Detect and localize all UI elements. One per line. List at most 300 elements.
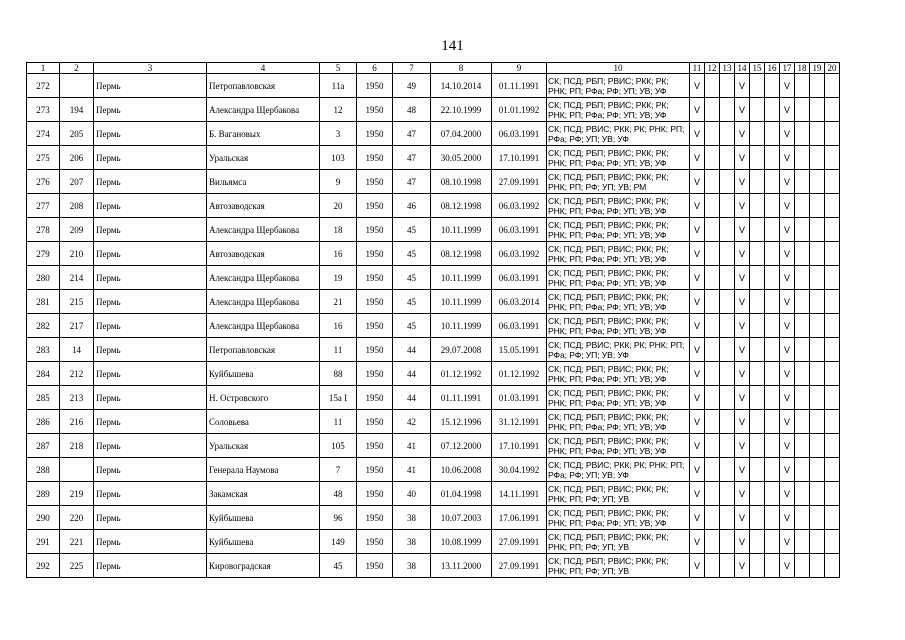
mark-cell (705, 530, 720, 554)
mark-cell (720, 218, 735, 242)
mark-cell (705, 458, 720, 482)
build-year-cell: 1950 (357, 290, 393, 314)
mark-cell (750, 482, 765, 506)
mark-cell: V (780, 458, 795, 482)
table-row (27, 74, 840, 98)
wear-percent-cell: 44 (393, 338, 431, 362)
mark-cell (750, 218, 765, 242)
date-cell: 07.04.2000 (431, 122, 492, 146)
house-number-cell: 3 (320, 122, 357, 146)
table-row (27, 338, 840, 362)
mark-cell: V (690, 74, 705, 98)
house-number-cell: 103 (320, 146, 357, 170)
old-number: 220 (60, 506, 94, 530)
mark-cell (750, 434, 765, 458)
date-cell: 14.11.1991 (492, 482, 547, 506)
mark-cell (810, 194, 825, 218)
mark-cell: V (735, 386, 750, 410)
mark-cell (810, 266, 825, 290)
services-cell: СК; ПСД; РВИС; РКК; РК; РНК; РП; РФа; РФ; УП; УВ; УФ (547, 458, 690, 482)
old-number: 210 (60, 242, 94, 266)
mark-cell: V (735, 74, 750, 98)
city-cell: Пермь (94, 170, 207, 194)
mark-cell (765, 218, 780, 242)
city-cell: Пермь (94, 458, 207, 482)
row-number: 282 (27, 314, 60, 338)
mark-cell (720, 194, 735, 218)
mark-cell: V (735, 290, 750, 314)
mark-cell: V (735, 434, 750, 458)
wear-percent-cell: 45 (393, 218, 431, 242)
mark-cell: V (735, 266, 750, 290)
mark-cell (795, 506, 810, 530)
mark-cell (765, 386, 780, 410)
mark-cell (825, 362, 840, 386)
row-number: 292 (27, 554, 60, 578)
house-number-cell: 45 (320, 554, 357, 578)
mark-cell (810, 386, 825, 410)
table-row (27, 98, 840, 122)
mark-cell: V (690, 530, 705, 554)
wear-percent-cell: 41 (393, 458, 431, 482)
column-header: 10 (547, 63, 690, 74)
mark-cell (765, 170, 780, 194)
row-number: 278 (27, 218, 60, 242)
row-number: 283 (27, 338, 60, 362)
old-number (60, 74, 94, 98)
city-cell: Пермь (94, 530, 207, 554)
street-cell: Петропавловская (207, 74, 320, 98)
date-cell: 10.11.1999 (431, 266, 492, 290)
mark-cell (765, 146, 780, 170)
mark-cell (720, 554, 735, 578)
build-year-cell: 1950 (357, 410, 393, 434)
mark-cell (765, 242, 780, 266)
build-year-cell: 1950 (357, 266, 393, 290)
old-number: 218 (60, 434, 94, 458)
house-number-cell: 21 (320, 290, 357, 314)
wear-percent-cell: 41 (393, 434, 431, 458)
street-cell: Кировоградская (207, 554, 320, 578)
mark-cell (750, 74, 765, 98)
street-cell: Генерала Наумова (207, 458, 320, 482)
row-number: 287 (27, 434, 60, 458)
services-cell: СК; ПСД; РБП; РВИС; РКК; РК; РНК; РП; РФа; РФ; УП; УВ; УФ (547, 218, 690, 242)
mark-cell: V (690, 266, 705, 290)
mark-cell: V (780, 386, 795, 410)
row-number: 272 (27, 74, 60, 98)
wear-percent-cell: 44 (393, 362, 431, 386)
old-number (60, 458, 94, 482)
mark-cell (720, 146, 735, 170)
table-row (27, 410, 840, 434)
mark-cell: V (690, 338, 705, 362)
mark-cell: V (690, 506, 705, 530)
row-number: 290 (27, 506, 60, 530)
mark-cell (795, 242, 810, 266)
build-year-cell: 1950 (357, 146, 393, 170)
street-cell: Александра Щербакова (207, 290, 320, 314)
mark-cell: V (735, 122, 750, 146)
city-cell: Пермь (94, 338, 207, 362)
services-cell: СК; ПСД; РБП; РВИС; РКК; РК; РНК; РП; РФа; РФ; УП; УВ; УФ (547, 242, 690, 266)
mark-cell: V (735, 506, 750, 530)
city-cell: Пермь (94, 434, 207, 458)
mark-cell (720, 74, 735, 98)
services-cell: СК; ПСД; РВИС; РКК; РК; РНК; РП; РФа; РФ; УП; УВ; УФ (547, 338, 690, 362)
mark-cell: V (690, 98, 705, 122)
mark-cell (765, 98, 780, 122)
services-cell: СК; ПСД; РБП; РВИС; РКК; РК; РНК; РП; РФа; РФ; УП; УВ; УФ (547, 434, 690, 458)
mark-cell (720, 122, 735, 146)
column-header: 15 (750, 63, 765, 74)
mark-cell: V (780, 506, 795, 530)
table-row (27, 242, 840, 266)
mark-cell (795, 482, 810, 506)
mark-cell (765, 362, 780, 386)
date-cell: 01.11.1991 (431, 386, 492, 410)
date-cell: 01.04.1998 (431, 482, 492, 506)
wear-percent-cell: 48 (393, 98, 431, 122)
mark-cell (825, 242, 840, 266)
house-number-cell: 7 (320, 458, 357, 482)
date-cell: 27.09.1991 (492, 170, 547, 194)
house-number-cell: 88 (320, 362, 357, 386)
mark-cell (720, 482, 735, 506)
mark-cell (825, 554, 840, 578)
old-number: 221 (60, 530, 94, 554)
services-cell: СК; ПСД; РБП; РВИС; РКК; РК; РНК; РП; РФа; РФ; УП; УВ; УФ (547, 74, 690, 98)
mark-cell (720, 170, 735, 194)
table-row (27, 290, 840, 314)
mark-cell: V (690, 314, 705, 338)
mark-cell: V (735, 482, 750, 506)
row-number: 291 (27, 530, 60, 554)
mark-cell (705, 362, 720, 386)
mark-cell (750, 266, 765, 290)
old-number: 209 (60, 218, 94, 242)
mark-cell (705, 434, 720, 458)
mark-cell (825, 122, 840, 146)
services-cell: СК; ПСД; РБП; РВИС; РКК; РК; РНК; РП; РФ; УП; УВ (547, 482, 690, 506)
mark-cell (705, 194, 720, 218)
mark-cell: V (735, 530, 750, 554)
build-year-cell: 1950 (357, 434, 393, 458)
mark-cell: V (780, 554, 795, 578)
table-row (27, 530, 840, 554)
mark-cell: V (735, 170, 750, 194)
mark-cell: V (780, 482, 795, 506)
mark-cell (765, 506, 780, 530)
mark-cell: V (780, 170, 795, 194)
mark-cell (750, 554, 765, 578)
mark-cell (795, 290, 810, 314)
build-year-cell: 1950 (357, 170, 393, 194)
mark-cell (795, 146, 810, 170)
mark-cell (750, 530, 765, 554)
row-number: 273 (27, 98, 60, 122)
mark-cell (810, 242, 825, 266)
city-cell: Пермь (94, 362, 207, 386)
house-number-cell: 18 (320, 218, 357, 242)
wear-percent-cell: 47 (393, 170, 431, 194)
mark-cell (750, 338, 765, 362)
column-header: 9 (492, 63, 547, 74)
column-header: 5 (320, 63, 357, 74)
date-cell: 15.12.1996 (431, 410, 492, 434)
mark-cell (750, 410, 765, 434)
date-cell: 27.09.1991 (492, 554, 547, 578)
mark-cell (795, 74, 810, 98)
build-year-cell: 1950 (357, 458, 393, 482)
mark-cell (810, 314, 825, 338)
date-cell: 06.03.2014 (492, 290, 547, 314)
street-cell: Куйбышева (207, 530, 320, 554)
house-number-cell: 20 (320, 194, 357, 218)
mark-cell (720, 314, 735, 338)
row-number: 288 (27, 458, 60, 482)
row-number: 280 (27, 266, 60, 290)
mark-cell: V (735, 314, 750, 338)
wear-percent-cell: 47 (393, 122, 431, 146)
street-cell: Н. Островского (207, 386, 320, 410)
mark-cell (750, 242, 765, 266)
mark-cell (750, 98, 765, 122)
table-row (27, 386, 840, 410)
mark-cell (705, 482, 720, 506)
wear-percent-cell: 38 (393, 554, 431, 578)
mark-cell: V (735, 362, 750, 386)
house-number-cell: 9 (320, 170, 357, 194)
mark-cell (750, 362, 765, 386)
house-number-cell: 15а I (320, 386, 357, 410)
table-row (27, 194, 840, 218)
mark-cell (795, 314, 810, 338)
street-cell: Закамская (207, 482, 320, 506)
mark-cell (705, 506, 720, 530)
mark-cell (795, 530, 810, 554)
old-number: 225 (60, 554, 94, 578)
build-year-cell: 1950 (357, 362, 393, 386)
city-cell: Пермь (94, 290, 207, 314)
mark-cell (825, 266, 840, 290)
column-header: 17 (780, 63, 795, 74)
mark-cell: V (735, 242, 750, 266)
date-cell: 22.10.1999 (431, 98, 492, 122)
mark-cell (750, 122, 765, 146)
build-year-cell: 1950 (357, 506, 393, 530)
mark-cell: V (690, 218, 705, 242)
mark-cell (765, 530, 780, 554)
mark-cell (795, 458, 810, 482)
date-cell: 06.03.1991 (492, 122, 547, 146)
row-number: 279 (27, 242, 60, 266)
mark-cell: V (735, 194, 750, 218)
mark-cell (705, 170, 720, 194)
mark-cell (705, 266, 720, 290)
city-cell: Пермь (94, 74, 207, 98)
mark-cell: V (780, 146, 795, 170)
city-cell: Пермь (94, 194, 207, 218)
mark-cell: V (735, 458, 750, 482)
mark-cell (825, 410, 840, 434)
services-cell: СК; ПСД; РБП; РВИС; РКК; РК; РНК; РП; РФ; УП; УВ; РМ (547, 170, 690, 194)
mark-cell (705, 74, 720, 98)
mark-cell (720, 362, 735, 386)
mark-cell (705, 386, 720, 410)
date-cell: 06.03.1991 (492, 266, 547, 290)
date-cell: 01.12.1992 (431, 362, 492, 386)
street-cell: Уральская (207, 146, 320, 170)
mark-cell: V (780, 218, 795, 242)
old-number: 14 (60, 338, 94, 362)
mark-cell (795, 362, 810, 386)
wear-percent-cell: 46 (393, 194, 431, 218)
mark-cell (795, 266, 810, 290)
mark-cell (810, 554, 825, 578)
column-header: 7 (393, 63, 431, 74)
mark-cell (825, 146, 840, 170)
table-row (27, 482, 840, 506)
city-cell: Пермь (94, 554, 207, 578)
row-number: 277 (27, 194, 60, 218)
column-header: 16 (765, 63, 780, 74)
mark-cell: V (735, 554, 750, 578)
build-year-cell: 1950 (357, 530, 393, 554)
street-cell: Уральская (207, 434, 320, 458)
street-cell: Куйбышева (207, 506, 320, 530)
column-header: 6 (357, 63, 393, 74)
street-cell: Автозаводская (207, 194, 320, 218)
mark-cell (825, 338, 840, 362)
street-cell: Куйбышева (207, 362, 320, 386)
services-cell: СК; ПСД; РВИС; РКК; РК; РНК; РП; РФа; РФ; УП; УВ; УФ (547, 122, 690, 146)
services-cell: СК; ПСД; РБП; РВИС; РКК; РК; РНК; РП; РФа; РФ; УП; УВ; УФ (547, 506, 690, 530)
mark-cell (765, 122, 780, 146)
mark-cell (795, 122, 810, 146)
mark-cell (705, 122, 720, 146)
mark-cell (795, 218, 810, 242)
mark-cell: V (690, 170, 705, 194)
mark-cell (720, 386, 735, 410)
date-cell: 10.07.2003 (431, 506, 492, 530)
date-cell: 06.03.1991 (492, 314, 547, 338)
mark-cell: V (780, 194, 795, 218)
city-cell: Пермь (94, 122, 207, 146)
date-cell: 17.06.1991 (492, 506, 547, 530)
mark-cell (825, 194, 840, 218)
mark-cell: V (780, 242, 795, 266)
mark-cell (720, 434, 735, 458)
mark-cell (765, 458, 780, 482)
house-number-cell: 149 (320, 530, 357, 554)
mark-cell (765, 482, 780, 506)
mark-cell (810, 74, 825, 98)
mark-cell: V (690, 458, 705, 482)
mark-cell (720, 266, 735, 290)
mark-cell: V (690, 290, 705, 314)
build-year-cell: 1950 (357, 338, 393, 362)
old-number: 217 (60, 314, 94, 338)
mark-cell: V (690, 554, 705, 578)
row-number: 276 (27, 170, 60, 194)
column-header: 13 (720, 63, 735, 74)
house-number-cell: 11 (320, 410, 357, 434)
mark-cell: V (690, 146, 705, 170)
old-number: 205 (60, 122, 94, 146)
old-number: 194 (60, 98, 94, 122)
mark-cell: V (780, 98, 795, 122)
mark-cell (810, 122, 825, 146)
old-number: 212 (60, 362, 94, 386)
build-year-cell: 1950 (357, 482, 393, 506)
mark-cell (795, 434, 810, 458)
services-cell: СК; ПСД; РБП; РВИС; РКК; РК; РНК; РП; РФа; РФ; УП; УВ; УФ (547, 290, 690, 314)
table-row (27, 506, 840, 530)
date-cell: 10.08.1999 (431, 530, 492, 554)
column-header: 18 (795, 63, 810, 74)
mark-cell: V (690, 194, 705, 218)
mark-cell: V (690, 362, 705, 386)
wear-percent-cell: 45 (393, 266, 431, 290)
street-cell: Б. Вагановых (207, 122, 320, 146)
date-cell: 01.01.1992 (492, 98, 547, 122)
mark-cell (825, 434, 840, 458)
wear-percent-cell: 45 (393, 242, 431, 266)
services-cell: СК; ПСД; РБП; РВИС; РКК; РК; РНК; РП; РФа; РФ; УП; УВ; УФ (547, 194, 690, 218)
mark-cell (720, 98, 735, 122)
build-year-cell: 1950 (357, 386, 393, 410)
old-number: 207 (60, 170, 94, 194)
mark-cell: V (735, 410, 750, 434)
house-number-cell: 16 (320, 314, 357, 338)
house-number-cell: 12 (320, 98, 357, 122)
mark-cell: V (690, 482, 705, 506)
date-cell: 06.03.1992 (492, 194, 547, 218)
mark-cell (750, 314, 765, 338)
date-cell: 01.03.1991 (492, 386, 547, 410)
date-cell: 01.12.1992 (492, 362, 547, 386)
wear-percent-cell: 38 (393, 530, 431, 554)
mark-cell (765, 434, 780, 458)
row-number: 281 (27, 290, 60, 314)
house-number-cell: 19 (320, 266, 357, 290)
wear-percent-cell: 38 (393, 506, 431, 530)
services-cell: СК; ПСД; РБП; РВИС; РКК; РК; РНК; РП; РФа; РФ; УП; УВ; УФ (547, 314, 690, 338)
table-row (27, 146, 840, 170)
build-year-cell: 1950 (357, 194, 393, 218)
column-header: 14 (735, 63, 750, 74)
street-cell: Александра Щербакова (207, 266, 320, 290)
old-number: 214 (60, 266, 94, 290)
mark-cell (825, 74, 840, 98)
old-number: 219 (60, 482, 94, 506)
mark-cell (705, 98, 720, 122)
mark-cell (810, 338, 825, 362)
date-cell: 06.03.1991 (492, 218, 547, 242)
services-cell: СК; ПСД; РБП; РВИС; РКК; РК; РНК; РП; РФа; РФ; УП; УВ; УФ (547, 410, 690, 434)
wear-percent-cell: 45 (393, 314, 431, 338)
mark-cell: V (780, 314, 795, 338)
services-cell: СК; ПСД; РБП; РВИС; РКК; РК; РНК; РП; РФ; УП; УВ (547, 554, 690, 578)
mark-cell (750, 194, 765, 218)
date-cell: 29.07.2008 (431, 338, 492, 362)
mark-cell (825, 170, 840, 194)
mark-cell (705, 242, 720, 266)
old-number: 206 (60, 146, 94, 170)
street-cell: Автозаводская (207, 242, 320, 266)
mark-cell (765, 554, 780, 578)
